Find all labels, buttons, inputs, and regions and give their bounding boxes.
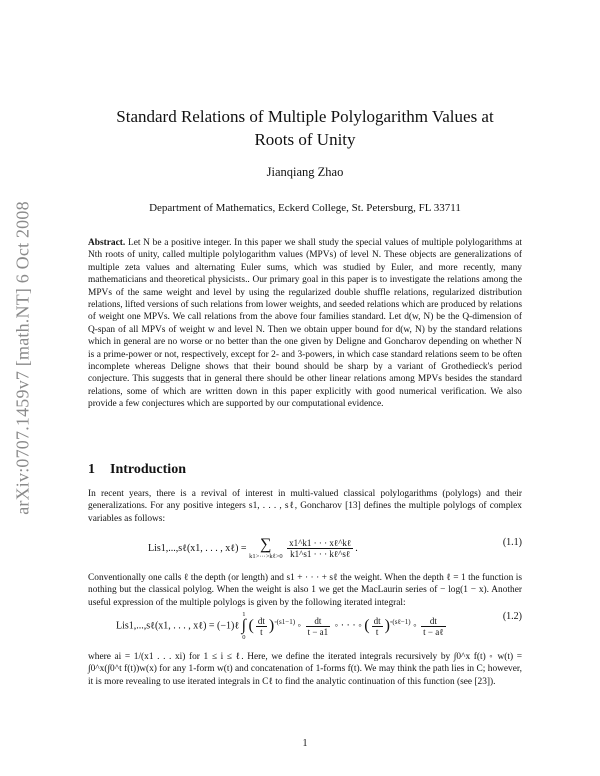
eq2-frac-a1: $\frac{dt}{t - a1}$ xyxy=(307,615,329,637)
abstract xyxy=(88,237,522,411)
eq1-sum-limits: k1>···>kℓ>0 xyxy=(249,553,283,560)
eq2-frac-al: $\frac{dt}{\text{t − aℓ}}$ xyxy=(423,615,444,637)
eq2-frac-dt-t-l: $\frac{dt}{t}$ xyxy=(373,615,381,637)
eq2-int-lower: 0 xyxy=(242,634,246,641)
affiliation: Department of Mathematics, Eckerd College, St. Petersburg, FL 33711 xyxy=(149,202,461,214)
arxiv-identifier xyxy=(8,178,38,538)
title-line-2: Roots of Unity xyxy=(254,130,356,149)
eq2-exp-1: ◦(s1−1) xyxy=(274,617,296,626)
eq2-lhs: Lis1,...,sℓ(x1, . . . , xℓ) = (−1)ℓ xyxy=(116,620,240,632)
arxiv-identifier-text: arXiv:0707.1459v7 [math.NT] 6 Oct 2008 xyxy=(12,201,33,515)
eq2-dots: ◦ · · · ◦ xyxy=(334,620,362,632)
eq2-exp-l: ◦(sℓ−1) xyxy=(389,617,411,626)
eq2-integral: 1 ∫ 0 xyxy=(241,611,247,641)
paragraph-2: Conventionally one calls ℓ the depth (or length) and s1 + · · · + sℓ the weight. When the depth ℓ = 1 the function is nothing but the classical polylog. When the weight is also 1 we get the MacLaurin series of − log(1 − x). Another useful expression of the multiple polylogs is given by the following iterated integral: xyxy=(88,573,522,608)
eq1-denominator: k1^s1 · · · kℓ^sℓ xyxy=(290,549,351,559)
eq2-int-upper: 1 xyxy=(242,611,246,618)
title-line-1: Standard Relations of Multiple Polylogarithm Values at xyxy=(116,107,494,126)
eq1-lhs: Lis1,...,sℓ(x1, . . . , xℓ) = xyxy=(148,542,247,554)
abstract-text: Let N be a positive integer. In this paper we shall study the special values of multiple polylogarithms at Nth roots of unity, called multiple polylogarithm values (MPVs) of level N. These objects are generalizations of multiple zeta values and alternating Euler sums, which was studied by Euler, and more recently, many mathematicians and theoretical physicists.. Our primary goal in this paper is to investigate the relations among the MPVs of the same weight and level by using the regularized double shuffle relations, regularized distribution relations, lifted versions of such relations from lower weights, and seeded relations which are produced by relations of weight one MPVs. We call relations from the above four families standard. Let d(w, N) be the Q-dimension of Q-span of all MPVs of weight w and level N. Then we obtain upper bound for d(w, N) by the standard relations which in general are no worse or no better than the one given by Deligne and Goncharov depending on whether N is a prime-power or not, respectively, except for 2- and 3-powers, in which case standard relations seem to be often incomplete whereas Deligne shows that their bound should be sharp by a variant of Grothedieck's period conjecture. This suggests that in general there should be other linear relations among MPVs besides the standard relations, some of which are written down in this paper explicitly with good numerical verification. We also provide a few conjectures which are supported by our computational evidence. xyxy=(88,238,523,410)
section-heading xyxy=(88,462,186,478)
paragraph-3: where ai = 1/(x1 . . . xi) for 1 ≤ i ≤ ℓ. Here, we define the iterated integrals recursively by ∫0^x f(t) ◦ w(t) = ∫0^x(∫0^t f(t))w(x) for any 1-form w(t) and concatenation of 1-forms f(t). We may think the path lies in C; however, it is more revealing to use iterated integrals in Cℓ to find the analytic continuation of this function (see [23]). xyxy=(88,652,522,687)
eq2-frac-dt-t-1: $\frac{dt}{t}$ xyxy=(257,615,265,637)
section-title: Introduction xyxy=(110,462,186,477)
eq1-tag: (1.1) xyxy=(502,537,522,548)
page-number: 1 xyxy=(302,738,308,749)
abstract-label: Abstract. xyxy=(88,238,126,248)
eq1-fraction xyxy=(287,538,353,559)
eq2-tag: (1.2) xyxy=(502,611,522,622)
eq1-sum: ∑ k1>···>kℓ>0 xyxy=(249,536,283,560)
author-name: Jianqiang Zhao xyxy=(266,165,344,179)
section-number: 1 xyxy=(88,462,95,477)
paragraph-1: In recent years, there is a revival of interest in multi-valued classical polylogarithms (polylogs) and their generalizations. For any positive integers s1, . . . , sℓ, Goncharov [13] defines the multiple polylogs of complex variables as follows: xyxy=(88,489,522,524)
paper-title xyxy=(88,105,522,151)
eq1-numerator: x1^k1 · · · xℓ^kℓ xyxy=(289,538,352,548)
